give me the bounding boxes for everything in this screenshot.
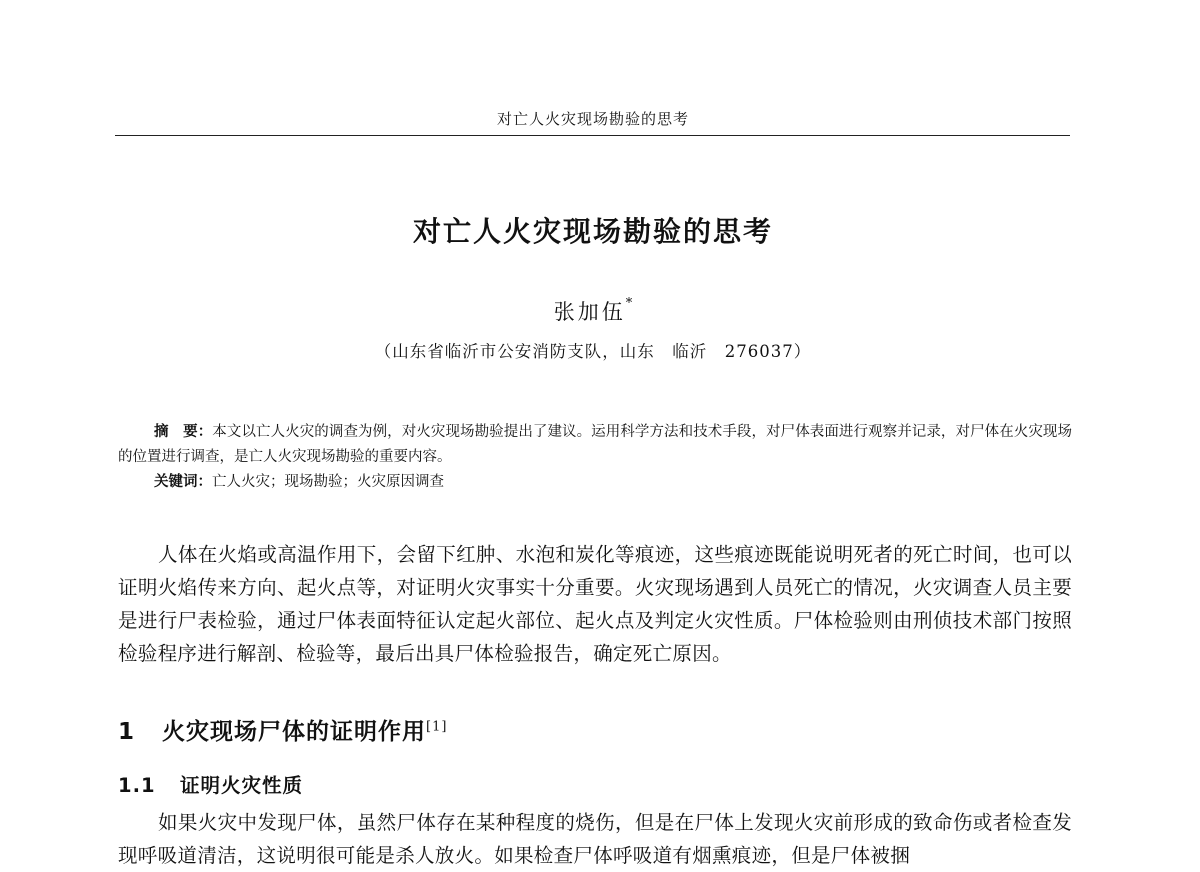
abstract-block <box>118 420 1072 495</box>
subsection-number: 1.1 <box>118 774 156 797</box>
keywords-text: 亡人火灾；现场勘验；火灾原因调查 <box>212 474 444 490</box>
author-footnote-mark: * <box>625 296 633 311</box>
subsection-title: 证明火灾性质 <box>180 774 304 797</box>
subsection-body <box>118 806 1072 872</box>
section-number: 1 <box>118 719 136 745</box>
abstract-label: 摘 要： <box>154 424 213 440</box>
intro-section <box>118 538 1072 670</box>
paper-title: 对亡人火灾现场勘验的思考 <box>412 215 773 248</box>
subsection-paragraph: 如果火灾中发现尸体，虽然尸体存在某种程度的烧伤，但是在尸体上发现火灾前形成的致命伤或者检查发现呼吸道清洁，这说明很可能是杀人放火。如果检查尸体呼吸道有烟熏痕迹，但是尸体被捆 <box>118 811 1072 867</box>
abstract-paragraph <box>118 420 1072 470</box>
keywords-label: 关键词： <box>154 474 212 490</box>
author-name: 张加伍 <box>553 300 626 324</box>
header-rule <box>115 135 1070 136</box>
section-heading-1 <box>118 713 447 746</box>
intro-paragraph: 人体在火焰或高温作用下，会留下红肿、水泡和炭化等痕迹，这些痕迹既能说明死者的死亡时间，也可以证明火焰传来方向、起火点等，对证明火灾事实十分重要。火灾现场遇到人员死亡的情况，火灾调查人员主要是进行尸表检验，通过尸体表面特征认定起火部位、起火点及判定火灾性质。尸体检验则由刑侦技术部门按照检验程序进行解剖、检验等，最后出具尸体检验报告，确定死亡原因。 <box>118 543 1072 665</box>
section-heading-1-1 <box>118 770 303 798</box>
citation-ref: [1] <box>426 719 448 735</box>
keywords-paragraph <box>118 470 1072 495</box>
abstract-text: 本文以亡人火灾的调查为例，对火灾现场勘验提出了建议。运用科学方法和技术手段，对尸体表面进行观察并记录，对尸体在火灾现场的位置进行调查，是亡人火灾现场勘验的重要内容。 <box>118 424 1073 465</box>
author-affiliation: （山东省临沂市公安消防支队，山东 临沂 276037） <box>374 342 812 361</box>
author-line <box>0 296 1186 326</box>
running-head: 对亡人火灾现场勘验的思考 <box>496 110 689 128</box>
section-title: 火灾现场尸体的证明作用 <box>162 719 426 745</box>
